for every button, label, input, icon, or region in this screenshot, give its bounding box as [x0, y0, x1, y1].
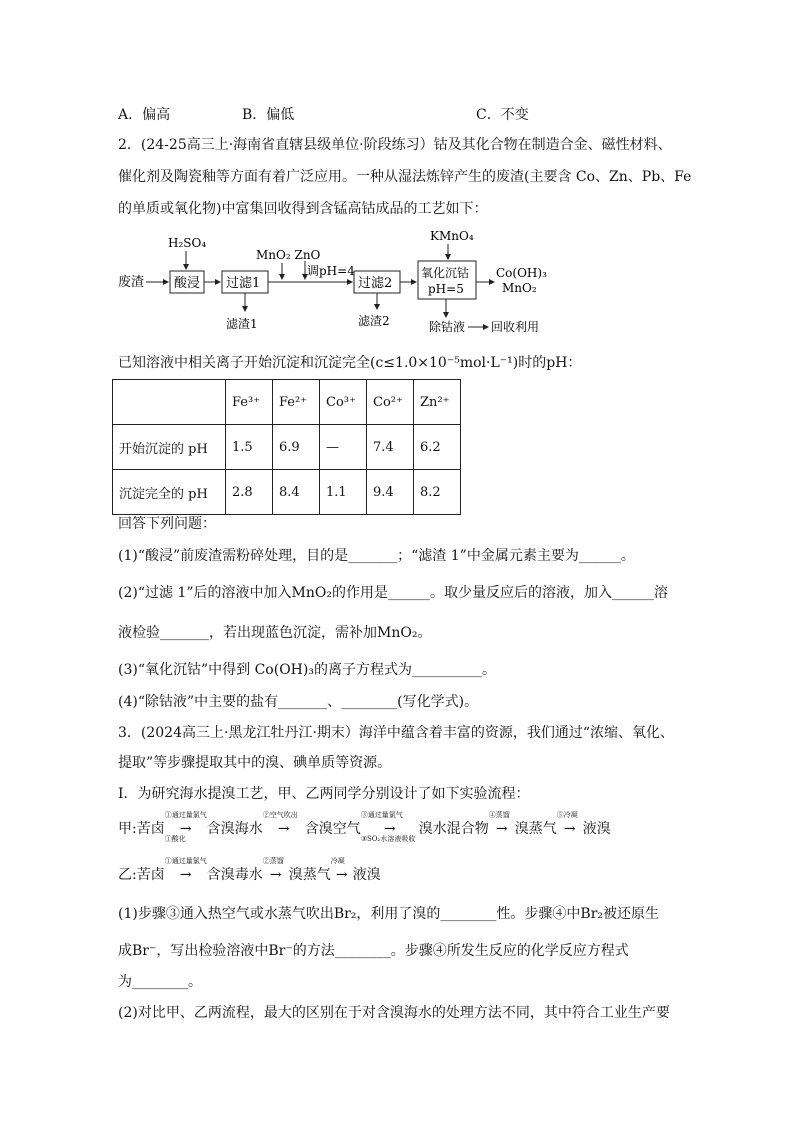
q3-sub1b: 成Br⁻，写出检验溶液中Br⁻的方法________。步骤④所发生反应的化学反应方程式: [118, 943, 629, 959]
known-ph-text: 已知溶液中相关离子开始沉淀和沉淀完全(c≤1.0×10⁻⁵mol·L⁻¹)时的pH：: [118, 355, 582, 371]
route-node: 液溴: [352, 867, 381, 883]
arrow-icon: ③通过量氯气 → ③SO₂水溶液吸收: [361, 821, 419, 837]
flow-filter1: 过滤1: [226, 276, 261, 291]
table-cell: 1.1: [320, 470, 367, 515]
route-jia-label: 甲:苦卤: [118, 821, 165, 837]
arrow-icon: ②空气吹出 →: [263, 821, 305, 837]
flow-removal: 除钴液: [429, 320, 466, 334]
route-node: 含溴空气: [304, 821, 361, 837]
arrow-icon: ①通过量氯气 → ①酸化: [165, 821, 207, 837]
option-b: B．偏低: [242, 107, 295, 123]
q3-sub2: (2)对比甲、乙两流程，最大的区别在于对含溴海水的处理方法不同，其中符合工业生产要: [118, 1005, 670, 1021]
table-cell: Zn²⁺: [414, 380, 461, 425]
q2-line3: 的单质或氧化物)中富集回收得到含锰高钴成品的工艺如下：: [118, 201, 488, 217]
flow-recycle: 回收利用: [491, 320, 540, 334]
table-cell: Fe³⁺: [226, 380, 273, 425]
q2-sub2b: 液检验_______，若出现蓝色沉淀，需补加MnO₂。: [118, 625, 432, 641]
route-node: 溴水混合物: [418, 821, 489, 837]
flow-kmno4: KMnO₄: [430, 229, 474, 243]
table-row: [113, 470, 461, 515]
arrow-icon: 冷凝 →: [331, 867, 353, 883]
flow-waste: 废渣: [118, 275, 145, 290]
q2-sub1: (1)“酸浸”前废渣需粉碎处理，目的是_______；“滤渣 1”中金属元素主要为______。: [118, 548, 635, 564]
table-cell: 1.5: [226, 425, 273, 470]
q3-line1: 3．(2024高三上·黑龙江牡丹江·期末）海洋中蕴含着丰富的资源，我们通过“浓缩、氧化、: [118, 725, 675, 741]
arrow-icon: ④蒸馏 →: [489, 821, 515, 837]
arrow-icon: ⑤冷凝 →: [557, 821, 583, 837]
q2-line1: 2．(24-25高三上·海南省直辖县级单位·阶段练习）钴及其化合物在制造合金、磁性材料、: [118, 137, 672, 153]
route-node: 含溴海水: [206, 821, 263, 837]
table-cell: Co³⁺: [320, 380, 367, 425]
step-label: ②蒸馏: [262, 857, 284, 865]
step-label: 冷凝: [330, 857, 345, 865]
flow-filter2: 过滤2: [358, 276, 393, 291]
table-cell: 8.2: [414, 470, 461, 515]
step-label: ③通过量氯气: [360, 811, 403, 819]
flow-oxid2: pH=5: [428, 282, 464, 296]
answer-prompt: 回答下列问题：: [118, 516, 216, 532]
q3-sub1a: (1)步骤③通入热空气或水蒸气吹出Br₂，利用了溴的________性。步骤④中Br₂被还原生: [118, 906, 660, 922]
route-yi-label: 乙:苦卤: [118, 867, 165, 883]
route-yi: [118, 857, 381, 884]
q3-part1: I．为研究海水提溴工艺，甲、乙两同学分别设计了如下实验流程：: [118, 786, 530, 802]
table-cell: Co²⁺: [367, 380, 414, 425]
q2-line2: 催化剂及陶瓷釉等方面有着广泛应用。一种从湿法炼锌产生的废渣(主要含 Co、Zn、Pb、Fe: [118, 169, 692, 185]
table-cell: —: [320, 425, 367, 470]
step-label: ③SO₂水溶液吸收: [360, 835, 416, 843]
arrow-icon: ②蒸馏 →: [263, 867, 289, 883]
step-label: ①酸化: [164, 835, 186, 843]
flow-prod1: Co(OH)₃: [496, 266, 547, 280]
step-label: ②空气吹出: [262, 811, 298, 819]
option-c: C．不变: [476, 107, 529, 123]
route-node: 溴蒸气: [514, 821, 557, 837]
flow-residue2: 滤渣2: [358, 314, 390, 328]
process-flow-diagram: [110, 225, 570, 340]
table-cell: Fe²⁺: [273, 380, 320, 425]
flow-residue1: 滤渣1: [226, 317, 258, 331]
table-row: [113, 425, 461, 470]
route-node: 含溴毒水: [206, 867, 263, 883]
arrow-icon: ①通过量氯气 →: [165, 867, 207, 883]
option-a: A．偏高: [118, 107, 171, 123]
table-cell: 9.4: [367, 470, 414, 515]
q3-line2: 提取”等步骤提取其中的溴、碘单质等资源。: [118, 755, 392, 771]
table-cell: 7.4: [367, 425, 414, 470]
flow-prod2: MnO₂: [502, 281, 537, 295]
q2-sub3: (3)“氧化沉钴”中得到 Co(OH)₃的离子方程式为__________。: [118, 662, 496, 678]
route-node: 液溴: [582, 821, 611, 837]
flow-ph4: 调pH=4: [307, 264, 355, 278]
flow-mno2zno: MnO₂ ZnO: [256, 248, 321, 262]
flow-h2so4: H₂SO₄: [168, 236, 207, 250]
table-cell: 开始沉淀的 pH: [113, 425, 226, 470]
table-cell: 6.9: [273, 425, 320, 470]
step-label: ①通过量氯气: [164, 811, 207, 819]
q2-sub2a: (2)“过滤 1”后的溶液中加入MnO₂的作用是______。取少量反应后的溶液，加入______溶: [118, 585, 668, 601]
flow-acid: 酸浸: [174, 276, 201, 291]
table-header-row: [113, 380, 461, 425]
table-cell: 2.8: [226, 470, 273, 515]
step-label: ①通过量氯气: [164, 857, 207, 865]
q2-sub4: (4)“除钴液”中主要的盐有_______、________(写化学式)。: [118, 694, 479, 710]
q3-sub1c: 为________。: [118, 974, 202, 990]
table-cell: 6.2: [414, 425, 461, 470]
table-cell: 沉淀完全的 pH: [113, 470, 226, 515]
route-node: 溴蒸气: [288, 867, 331, 883]
step-label: ⑤冷凝: [556, 811, 578, 819]
flow-oxid1: 氧化沉钴: [421, 266, 470, 280]
table-cell: [113, 380, 226, 425]
ion-ph-table: [112, 379, 461, 515]
step-label: ④蒸馏: [488, 811, 510, 819]
route-jia: [118, 811, 611, 843]
table-cell: 8.4: [273, 470, 320, 515]
